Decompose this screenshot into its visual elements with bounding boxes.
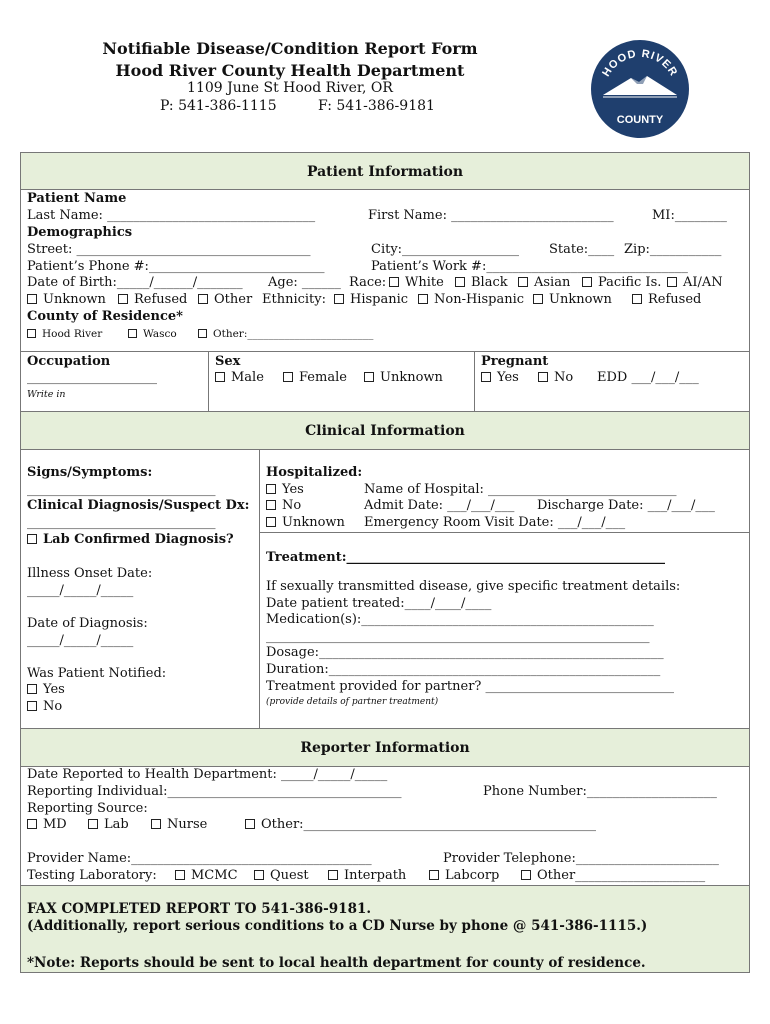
race-option-refused[interactable]: Refused: [118, 292, 187, 308]
std-note: If sexually transmitted disease, give specific treatment details:: [266, 579, 681, 594]
checkbox-icon: [151, 819, 161, 829]
sex-option-female[interactable]: Female: [283, 370, 347, 386]
checkbox-icon: [632, 294, 642, 304]
ethnicity-option-unknown[interactable]: Unknown: [533, 292, 612, 308]
checkbox-icon: [198, 329, 207, 338]
checkbox-icon: [429, 870, 439, 880]
checkbox-icon: [27, 294, 37, 304]
notified-option-yes[interactable]: Yes: [27, 682, 65, 698]
pregnant-option-yes[interactable]: Yes: [481, 370, 519, 386]
lab-option-mcmc[interactable]: MCMC: [175, 868, 238, 884]
checkbox-icon: [266, 517, 276, 527]
checkbox-icon: [266, 500, 276, 510]
testing-lab-label: Testing Laboratory:: [27, 868, 157, 883]
county-logo: [591, 40, 689, 138]
hospitalized-option-yes[interactable]: Yes: [266, 482, 304, 498]
city-field[interactable]: City:__________________: [371, 242, 520, 257]
occupation-heading: Occupation: [27, 354, 111, 369]
race-option-asian[interactable]: Asian: [518, 275, 570, 291]
race-option-other[interactable]: Other: [198, 292, 252, 308]
source-option-other[interactable]: Other:_____________________________________________: [245, 817, 596, 833]
checkbox-icon: [364, 372, 374, 382]
logo-top-text: HOOD RIVER: [600, 47, 680, 79]
ethnicity-option-refused[interactable]: Refused: [632, 292, 701, 308]
checkbox-icon: [128, 329, 137, 338]
checkbox-icon: [27, 819, 37, 829]
checkbox-icon: [455, 277, 465, 287]
discharge-date-field[interactable]: Discharge Date: ___/___/___: [537, 498, 715, 513]
onset-date-field[interactable]: _____/_____/_____: [27, 583, 134, 598]
medication-field[interactable]: Medication(s):_____________________________________________: [266, 612, 654, 627]
treatment-field[interactable]: Treatment:_________________________________________________: [266, 550, 666, 565]
write-in-note: Write in: [27, 389, 66, 400]
demographics-heading: Demographics: [27, 225, 133, 240]
checkbox-icon: [283, 372, 293, 382]
partner-treatment-field[interactable]: Treatment provided for partner? _____________________________: [266, 679, 675, 694]
notified-option-no[interactable]: No: [27, 699, 62, 715]
diagnosis-date-label: Date of Diagnosis:: [27, 616, 148, 631]
department-name: Hood River County Health Department: [115, 61, 465, 80]
duration-field[interactable]: Duration:___________________________________________________: [266, 662, 661, 677]
ethnicity-option-nonhispanic[interactable]: Non-Hispanic: [418, 292, 524, 308]
checkbox-icon: [533, 294, 543, 304]
clinical-diagnosis-label: Clinical Diagnosis/Suspect Dx:: [27, 498, 250, 513]
medication-field-line2[interactable]: ___________________________________________________________: [266, 629, 650, 644]
checkbox-icon: [27, 684, 37, 694]
checkbox-icon: [389, 277, 399, 287]
checkbox-icon: [266, 484, 276, 494]
dob-field[interactable]: Date of Birth:_____/______/_______: [27, 275, 243, 290]
svg-text:HOOD RIVER: [600, 48, 679, 79]
partner-treatment-note: (provide details of partner treatment): [266, 697, 439, 707]
pregnant-option-no[interactable]: No: [538, 370, 573, 386]
race-option-white[interactable]: White: [389, 275, 444, 291]
checkbox-icon: [27, 534, 37, 544]
signs-symptoms-field[interactable]: _____________________________: [27, 482, 216, 497]
checkbox-icon: [198, 294, 208, 304]
edd-field[interactable]: EDD ___/___/___: [597, 370, 699, 385]
county-option-wasco[interactable]: Wasco: [128, 326, 177, 342]
county-option-hood-river[interactable]: Hood River: [27, 326, 102, 342]
county-option-other[interactable]: Other:________________________: [198, 326, 373, 342]
ethnicity-label: Ethnicity:: [262, 292, 327, 307]
reporter-phone-field[interactable]: Phone Number:____________________: [483, 784, 717, 799]
checkbox-icon: [118, 294, 128, 304]
race-option-black[interactable]: Black: [455, 275, 508, 291]
race-option-unknown[interactable]: Unknown: [27, 292, 106, 308]
checkbox-icon: [175, 870, 185, 880]
patient-work-field[interactable]: Patient’s Work #:_______________________________: [371, 259, 688, 274]
race-label: Race:: [349, 275, 387, 290]
first-name-field[interactable]: First Name: _________________________: [368, 208, 614, 223]
onset-date-label: Illness Onset Date:: [27, 566, 153, 581]
lab-option-other[interactable]: Other____________________: [521, 868, 705, 884]
age-field[interactable]: Age: ______: [268, 275, 341, 290]
logo-bottom-text: COUNTY: [616, 114, 664, 126]
mi-field[interactable]: MI:________: [652, 208, 727, 223]
checkbox-icon: [521, 870, 531, 880]
checkbox-icon: [518, 277, 528, 287]
lab-confirmed-option[interactable]: Lab Confirmed Diagnosis?: [27, 532, 234, 548]
county-heading: County of Residence*: [27, 309, 183, 324]
checkbox-icon: [328, 870, 338, 880]
patient-section-header: Patient Information: [20, 152, 750, 190]
hospitalized-option-no[interactable]: No: [266, 498, 301, 514]
source-option-md[interactable]: MD: [27, 817, 67, 833]
checkbox-icon: [254, 870, 264, 880]
reporting-individual-field[interactable]: Reporting Individual:____________________________________: [27, 784, 402, 799]
patient-name-heading: Patient Name: [27, 191, 127, 206]
checkbox-icon: [27, 329, 36, 338]
patient-notified-label: Was Patient Notified:: [27, 666, 167, 681]
admit-date-field[interactable]: Admit Date: ___/___/___: [364, 498, 515, 513]
clinical-section-header: Clinical Information: [20, 411, 750, 450]
race-option-pacific[interactable]: Pacific Is.: [582, 275, 661, 291]
checkbox-icon: [582, 277, 592, 287]
mountain-icon: [591, 40, 689, 138]
lab-option-interpath[interactable]: Interpath: [328, 868, 406, 884]
sex-option-male[interactable]: Male: [215, 370, 264, 386]
hospital-name-field[interactable]: Name of Hospital: _____________________________: [364, 482, 677, 497]
lab-option-labcorp[interactable]: Labcorp: [429, 868, 499, 884]
pregnant-heading: Pregnant: [481, 354, 549, 369]
checkbox-icon: [27, 701, 37, 711]
hospitalized-option-unknown[interactable]: Unknown: [266, 515, 345, 531]
date-treated-field[interactable]: Date patient treated:____/____/____: [266, 596, 492, 611]
zip-field[interactable]: Zip:___________: [624, 242, 722, 257]
phone-instruction: (Additionally, report serious conditions to a CD Nurse by phone @ 541-386-1115.): [27, 918, 648, 934]
state-field[interactable]: State:____: [549, 242, 615, 257]
race-option-aian[interactable]: AI/AN: [667, 275, 723, 291]
diagnosis-date-field[interactable]: _____/_____/_____: [27, 633, 134, 648]
occupation-field[interactable]: ____________________: [27, 370, 157, 385]
checkbox-icon: [667, 277, 677, 287]
sex-heading: Sex: [215, 354, 241, 369]
form-title: Notifiable Disease/Condition Report Form: [102, 39, 478, 58]
checkbox-icon: [418, 294, 428, 304]
provider-phone-field[interactable]: Provider Telephone:______________________: [443, 851, 719, 866]
ethnicity-option-hispanic[interactable]: Hispanic: [334, 292, 408, 308]
checkbox-icon: [88, 819, 98, 829]
sex-option-unknown[interactable]: Unknown: [364, 370, 443, 386]
lab-option-quest[interactable]: Quest: [254, 868, 309, 884]
checkbox-icon: [481, 372, 491, 382]
department-address: 1109 June St Hood River, OR: [187, 80, 393, 96]
fax-instruction: FAX COMPLETED REPORT TO 541-386-9181.: [27, 901, 372, 917]
checkbox-icon: [538, 372, 548, 382]
provider-name-field[interactable]: Provider Name:_____________________________________: [27, 851, 372, 866]
clinical-diagnosis-field[interactable]: _____________________________: [27, 515, 216, 530]
source-option-lab[interactable]: Lab: [88, 817, 129, 833]
hospitalized-label: Hospitalized:: [266, 465, 363, 480]
department-phone: P: 541-386-1115: [160, 98, 277, 114]
dosage-field[interactable]: Dosage:_____________________________________________________: [266, 645, 664, 660]
source-option-nurse[interactable]: Nurse: [151, 817, 207, 833]
reporter-section-header: Reporter Information: [20, 728, 750, 767]
checkbox-icon: [215, 372, 225, 382]
er-visit-date-field[interactable]: Emergency Room Visit Date: ___/___/___: [364, 515, 626, 530]
last-name-field[interactable]: Last Name: ________________________________: [27, 208, 316, 223]
checkbox-icon: [245, 819, 255, 829]
date-reported-field[interactable]: Date Reported to Health Department: _____/_____/_____: [27, 767, 388, 782]
residence-note: *Note: Reports should be sent to local health department for county of residence.: [27, 955, 646, 971]
signs-symptoms-label: Signs/Symptoms:: [27, 465, 153, 480]
reporting-source-label: Reporting Source:: [27, 801, 148, 816]
checkbox-icon: [334, 294, 344, 304]
street-field[interactable]: Street: ____________________________________: [27, 242, 311, 257]
department-fax: F: 541-386-9181: [318, 98, 435, 114]
patient-phone-field[interactable]: Patient’s Phone #:___________________________: [27, 259, 325, 274]
